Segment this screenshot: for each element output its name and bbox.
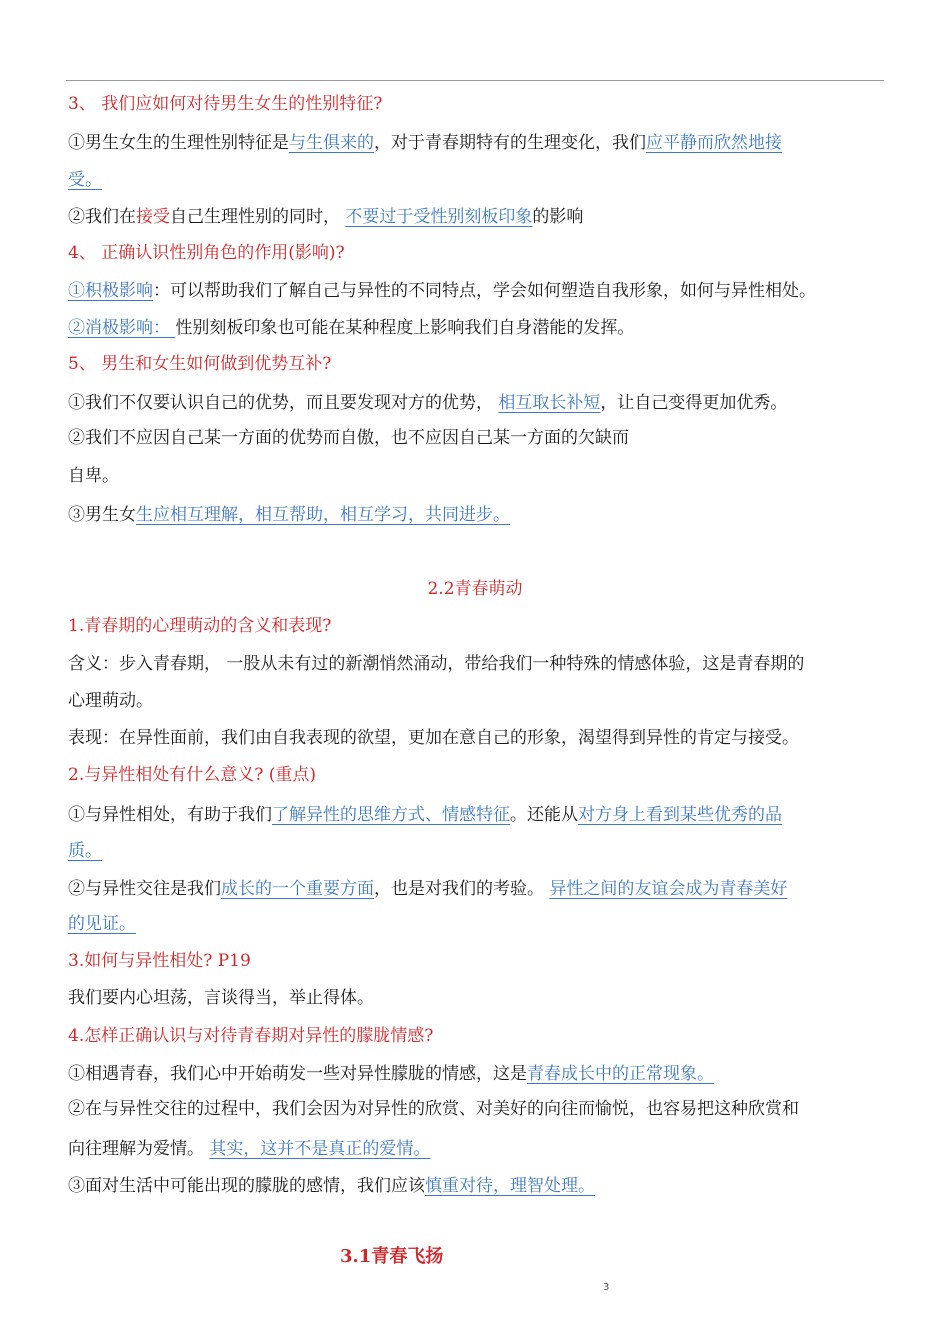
answer-blank: 青春成长中的正常现象。 [527, 1064, 714, 1084]
s22-question-3: 3.如何与异性相处? P19 [68, 951, 251, 971]
answer-blank: 异性之间的友谊会成为青春美好 [549, 879, 788, 899]
answer-blank: 的见证。 [68, 914, 136, 934]
answer-blank: 不要过于受性别刻板印象 [345, 207, 533, 227]
answer-3-1-line1: ①男生女生的生理性别特征是与生俱来的，对于青春期特有的生理变化，我们应平静而欣然地接 [68, 133, 782, 153]
section-3-1-title: 3.1青春飞扬 [340, 1246, 444, 1267]
s22-answer-4-3: ③面对生活中可能出现的朦胧的感情，我们应该慎重对待，理智处理。 [68, 1176, 595, 1196]
s22-answer-4-1: ①相遇青春，我们心中开始萌发一些对异性朦胧的情感，这是青春成长中的正常现象。 [68, 1064, 714, 1084]
s22-performance: 表现：在异性面前，我们由自我表现的欲望，更加在意自己的形象，渴望得到异性的肯定与接受。 [68, 728, 799, 748]
s22-answer-3: 我们要内心坦荡，言谈得当，举止得体。 [68, 988, 374, 1008]
answer-4-1: ①积极影响：可以帮助我们了解自己与异性的不同特点，学会如何塑造自我形象，如何与异性相处。 [68, 281, 816, 301]
question-3-heading: 3、 我们应如何对待男生女生的性别特征? [68, 94, 383, 114]
s22-meaning-line2: 心理萌动。 [68, 691, 153, 711]
answer-4-2: ②消极影响： 性别刻板印象也可能在某种程度上影响我们自身潜能的发挥。 [68, 318, 635, 338]
s22-answer-2-1-line1: ①与异性相处，有助于我们了解异性的思维方式、情感特征。还能从对方身上看到某些优秀的品 [68, 805, 782, 825]
answer-blank: 成长的一个重要方面 [221, 879, 374, 899]
s22-question-4: 4.怎样正确认识与对待青春期对异性的朦胧情感? [68, 1026, 434, 1046]
page-number: 3 [603, 1282, 610, 1293]
answer-blank: 与生俱来的 [289, 133, 374, 153]
answer-3-2: ②我们在接受自己生理性别的同时， 不要过于受性别刻板印象的影响 [68, 207, 584, 227]
question-4-heading: 4、 正确认识性别角色的作用(影响)? [68, 243, 345, 263]
answer-5-3: ③男生女生应相互理解，相互帮助，相互学习，共同进步。 [68, 505, 510, 525]
answer-blank: ①积极影响 [68, 281, 153, 301]
s22-answer-2-2-line2 [68, 913, 136, 935]
s22-answer-2-2-line1: ②与异性交往是我们成长的一个重要方面，也是对我们的考验。 异性之间的友谊会成为青春美好 [68, 879, 788, 899]
s22-answer-2-1-line2 [68, 840, 102, 862]
s22-answer-4-2-line2: 向往理解为爱情。 其实，这并不是真正的爱情。 [68, 1139, 431, 1159]
answer-blank: 对方身上看到某些优秀的品 [578, 805, 782, 825]
answer-blank: 应平静而欣然地接 [646, 133, 782, 153]
answer-3-1-line2 [68, 169, 102, 191]
s22-answer-4-2-line1: ②在与异性交往的过程中，我们会因为对异性的欣赏、对美好的向往而愉悦，也容易把这种欣赏和 [68, 1099, 799, 1119]
answer-blank: ②消极影响： [68, 318, 176, 338]
answer-blank: 受。 [68, 170, 102, 190]
question-5-heading: 5、 男生和女生如何做到优势互补? [68, 354, 332, 374]
answer-blank: 相互取长补短 [498, 393, 601, 413]
answer-blank: 其实，这并不是真正的爱情。 [209, 1139, 431, 1159]
answer-blank: 慎重对待，理智处理。 [425, 1176, 595, 1196]
answer-5-2-line1: ②我们不应因自己某一方面的优势而自傲，也不应因自己某一方面的欠缺而 [68, 428, 629, 448]
s22-question-1: 1.青春期的心理萌动的含义和表现? [68, 616, 332, 636]
answer-5-1: ①我们不仅要认识自己的优势，而且要发现对方的优势， 相互取长补短，让自己变得更加优秀。 [68, 393, 788, 413]
s22-question-2: 2.与异性相处有什么意义? (重点) [68, 765, 317, 785]
s22-meaning-line1: 含义：步入青春期， 一股从未有过的新潮悄然涌动，带给我们一种特殊的情感体验，这是青春期的 [68, 654, 805, 674]
answer-blank: 质。 [68, 841, 102, 861]
answer-5-2-line2: 自卑。 [68, 466, 119, 486]
header-rule [66, 80, 884, 81]
answer-blank: 生应相互理解，相互帮助，相互学习，共同进步。 [136, 505, 510, 525]
section-2-2-title: 2.2青春萌动 [427, 579, 523, 599]
answer-blank: 了解异性的思维方式、情感特征 [272, 805, 510, 825]
